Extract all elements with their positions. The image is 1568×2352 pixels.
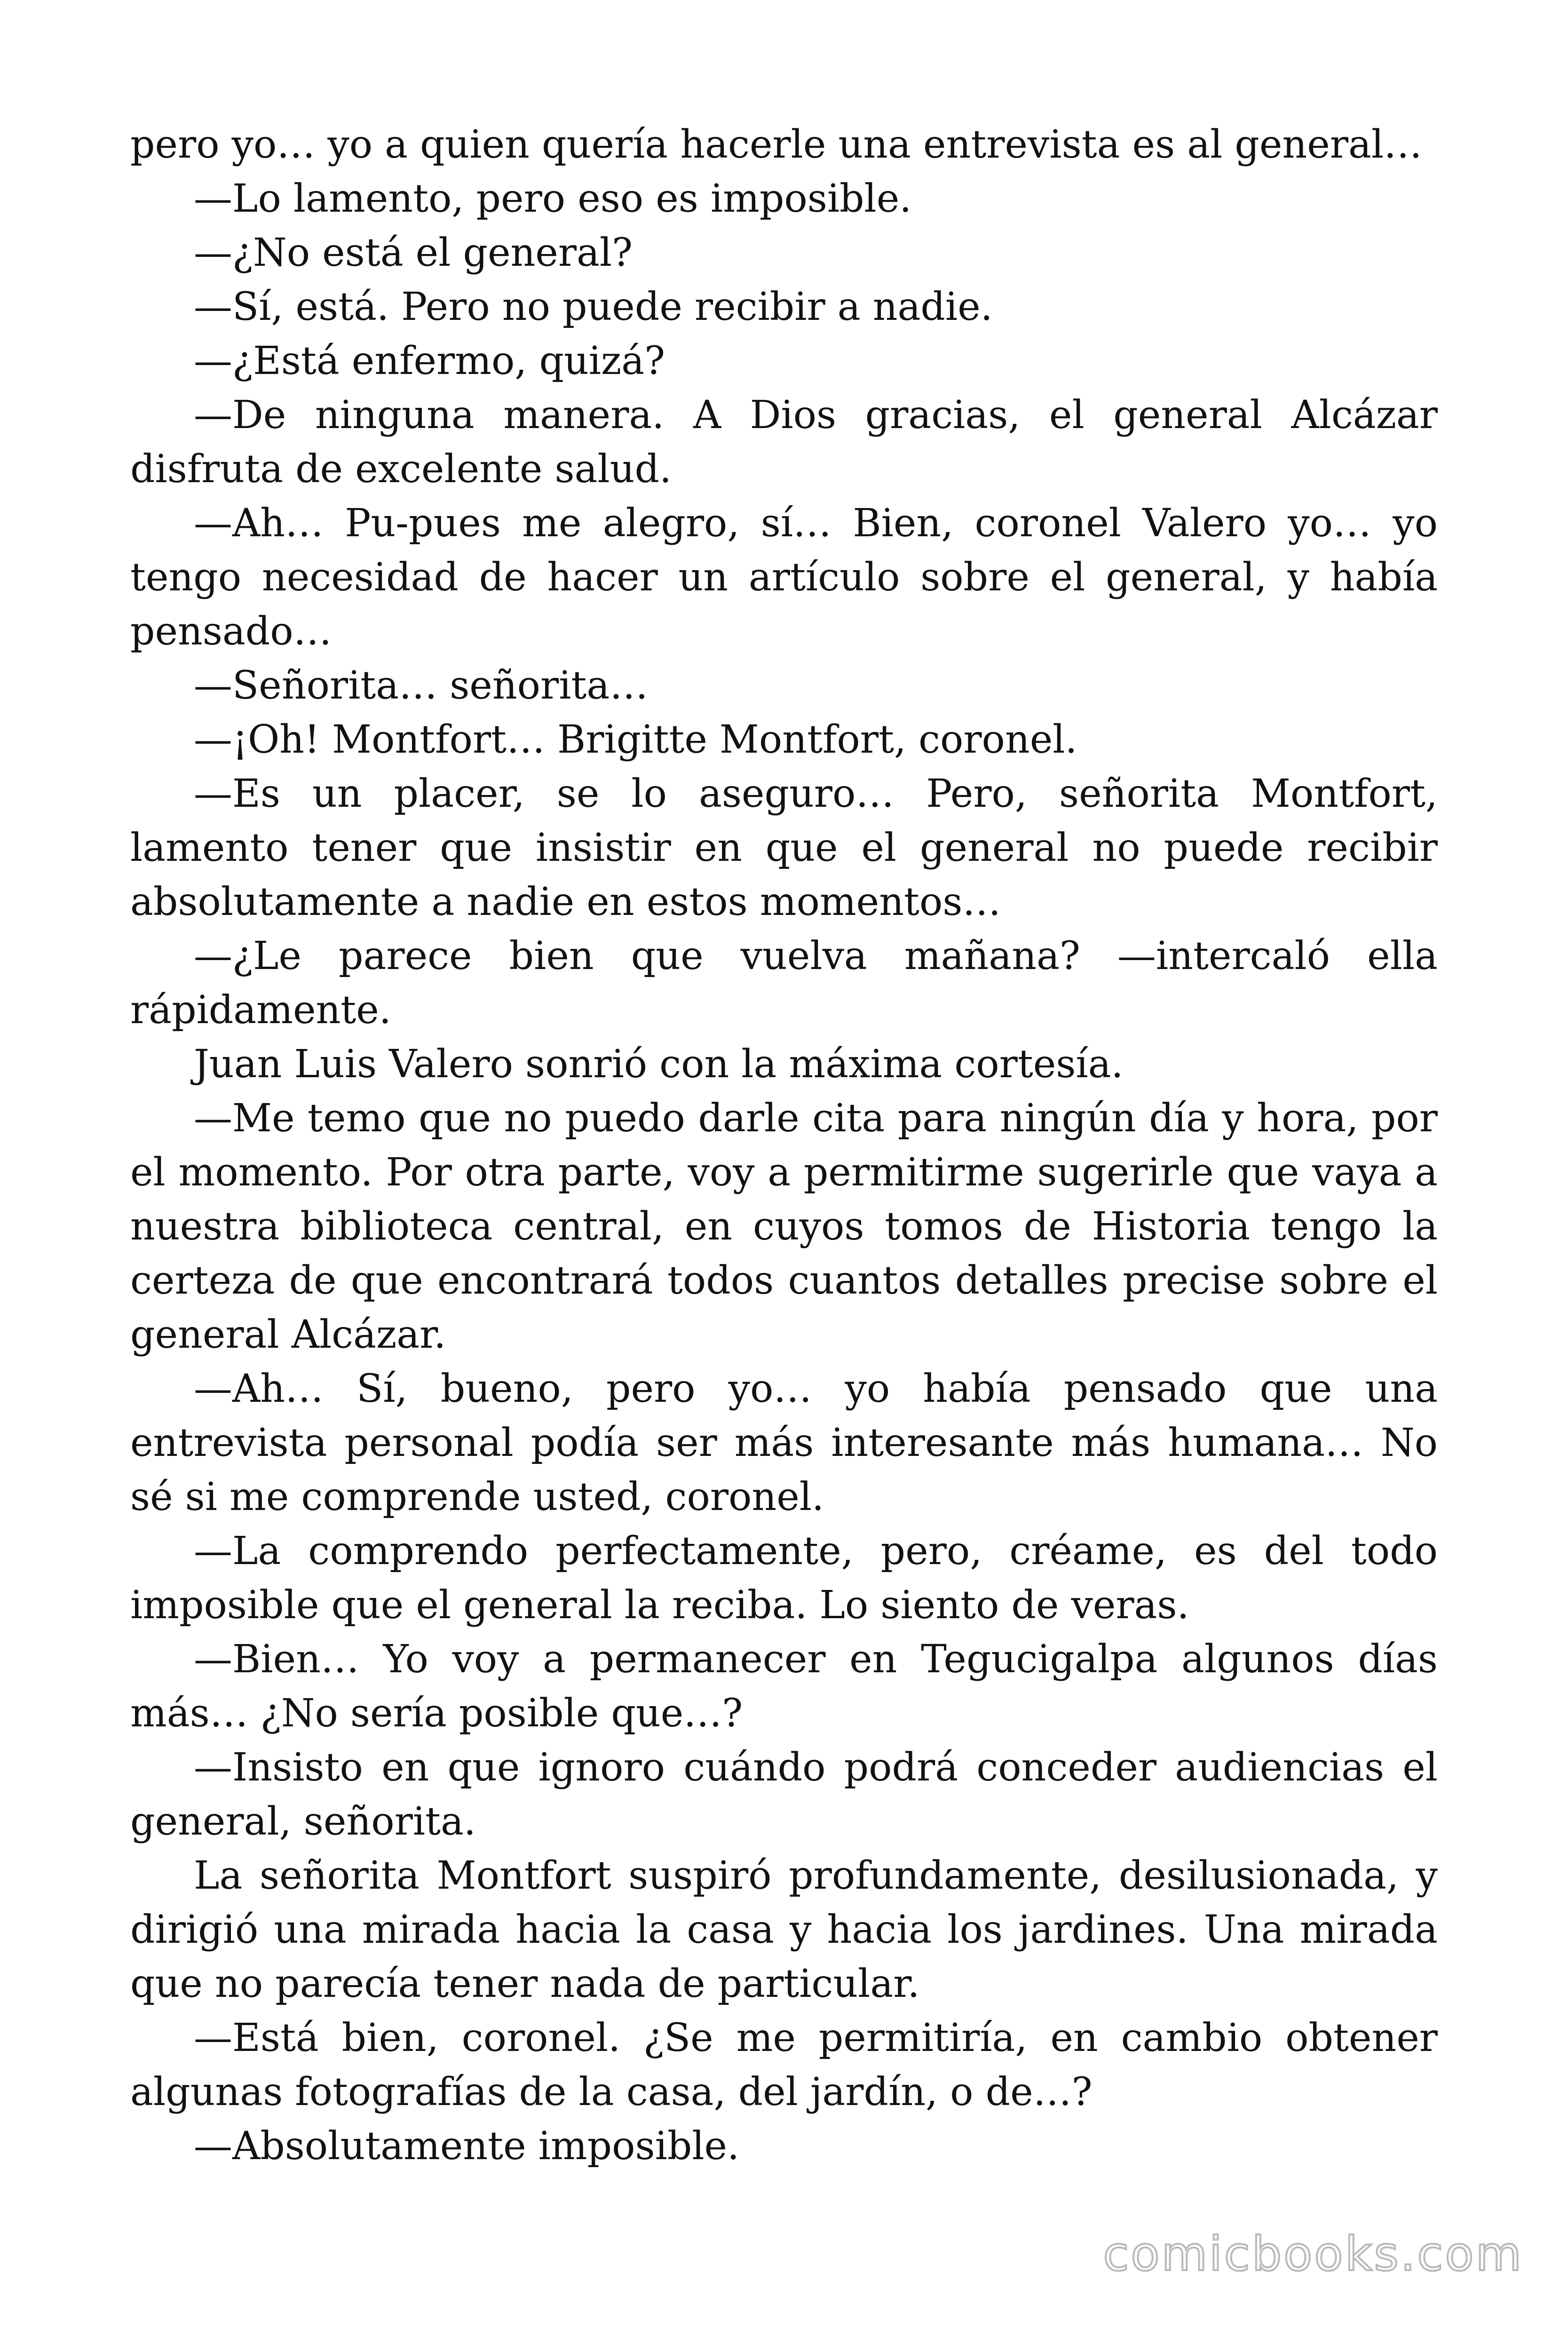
paragraph: —Ah… Sí, bueno, pero yo… yo había pensado que una entrevista personal podía ser más interesante más humana… No sé si me comprende usted, coronel. (130, 1367, 1438, 1519)
paragraph: —De ninguna manera. A Dios gracias, el general Alcázar disfruta de excelente salud. (130, 393, 1438, 492)
paragraph: —Es un placer, se lo aseguro… Pero, señorita Montfort, lamento tener que insistir en que el general no puede recibir absolutamente a nadie en estos momentos… (130, 771, 1438, 924)
paragraph: —Señorita… señorita… (194, 663, 649, 708)
paragraph: —Ah… Pu-pues me alegro, sí… Bien, coronel Valero yo… yo tengo necesidad de hacer un artículo sobre el general, y había pensado… (130, 501, 1438, 654)
paragraph: —Bien… Yo voy a permanecer en Tegucigalpa algunos días más… ¿No sería posible que…? (130, 1637, 1438, 1736)
watermark: comicbooks.com (1103, 2226, 1523, 2281)
paragraph: —Lo lamento, pero eso es imposible. (194, 176, 912, 221)
paragraph: —¡Oh! Montfort… Brigitte Montfort, coronel. (194, 717, 1077, 762)
paragraph: —¿Le parece bien que vuelva mañana? —intercaló ella rápidamente. (130, 934, 1438, 1033)
paragraph: —¿Está enfermo, quizá? (194, 339, 665, 383)
paragraph: —Me temo que no puedo darle cita para ningún día y hora, por el momento. Por otra parte, voy a permitirme sugerirle que vaya a nuestra biblioteca central, en cuyos tomos de Historia tengo la certeza de que encontrará todos cuantos detalles precise sobre el general Alcázar. (130, 1096, 1438, 1357)
paragraph: —¿No está el general? (194, 230, 633, 275)
paragraph: —Sí, está. Pero no puede recibir a nadie. (194, 285, 993, 329)
paragraph: —La comprendo perfectamente, pero, créame, es del todo imposible que el general la reciba. Lo siento de veras. (130, 1529, 1438, 1628)
paragraph: —Absolutamente imposible. (194, 2124, 740, 2169)
paragraph: —Insisto en que ignoro cuándo podrá conceder audiencias el general, señorita. (130, 1745, 1438, 1844)
paragraph: pero yo… yo a quien quería hacerle una entrevista es al general… (130, 122, 1423, 167)
paragraph: Juan Luis Valero sonrió con la máxima cortesía. (194, 1042, 1124, 1087)
body-text (130, 118, 1438, 2173)
paragraph: La señorita Montfort suspiró profundamente, desilusionada, y dirigió una mirada hacia la casa y hacia los jardines. Una mirada que no parecía tener nada de particular. (130, 1853, 1438, 2006)
paragraph: —Está bien, coronel. ¿Se me permitiría, en cambio obtener algunas fotografías de la casa, del jardín, o de…? (130, 2016, 1438, 2114)
